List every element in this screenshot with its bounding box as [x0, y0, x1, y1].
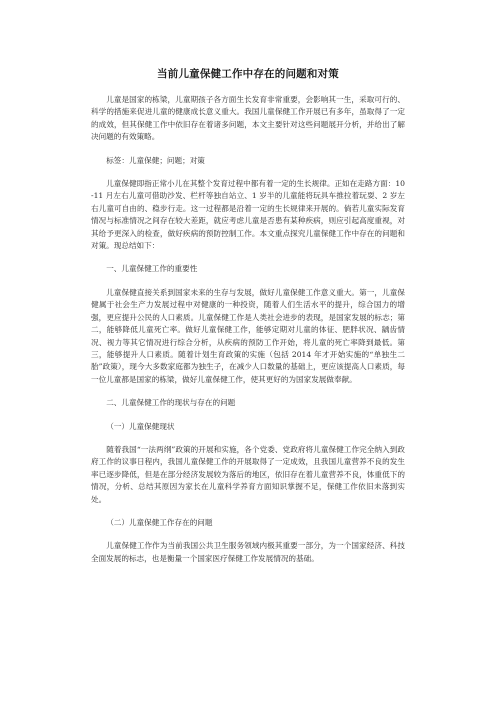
document-title: 当前儿童保健工作中存在的问题和对策: [157, 68, 339, 80]
subsection-2-heading: （二）儿童保健工作存在的问题: [106, 517, 213, 527]
subsection-1-heading: （一）儿童保健现状: [106, 421, 175, 431]
section-2-heading: 二、儿童保健工作的现状与存在的问题: [106, 398, 236, 408]
subsection-1-paragraph: 随着我国“一法两纲”政策的开展和实施，各个党委、党政府将儿童保健工作完全纳入到政府工作的议事日程内，我国儿童保健工作的开展取得了一定成效，且我国儿童营养不良的发生率已逐步降低，但是在部分经济发展较为落后的地区，依旧存在着儿童营养不良，体重低下的情况，分析、总结其原因为家长在儿童科学养育方面知识掌握不足，保健工作依旧未落到实处。: [91, 444, 405, 504]
intro-paragraph: 儿童保健即指正常小儿在其整个发育过程中都有着一定的生长规律。正如在走路方面：10-11 月左右儿童可借助沙发、栏杆等独自站立、1 岁半的儿童能将玩具车推拉着玩耍、2 岁左右儿童可自由的、稳步行走。这一过程都是沿着一定的生长规律来开展的。倘若儿童实际发育情况与标准情况之间存在较大差距，就应考虑儿童是否患有某种疾病，则应引起高度重视，对其给予更深入的检查，做好疾病的预防控制工作。本文重点探究儿童保健工作中存在的问题和对策。现总结如下：: [91, 179, 405, 251]
section-1-heading: 一、儿童保健工作的重要性: [106, 264, 198, 274]
section-1-paragraph: 儿童保健直接关系到国家未来的生存与发展，做好儿童保健工作意义重大。第一，儿童保健属于社会生产力发展过程中对健康的一种投资，随着人们生活水平的提升，综合国力的增强，更应提升公民的人口素质。儿童保健工作是人类社会进步的表现，是国家发展的标志；第二，能够降低儿童死亡率。做好儿童保健工作，能够定期对儿童的体征、肥胖状况、龋齿情况、视力等其它情况进行综合分析，从疾病的预防工作开始，将儿童的死亡率降到最低。第三，能够提升人口素质。随着计划生育政策的实施（包括 2014 年才开始实施的“单独生二胎”政策），现今大多数家庭都为独生子，在减少人口数量的基础上，更应该提高人口素质，每一位儿童都是国家的栋梁，做好儿童保健工作，使其更好的为国家发展做奉献。: [91, 287, 405, 384]
subsection-2-paragraph: 儿童保健工作作为当前我国公共卫生服务领域内极其重要一部分，为一个国家经济、科技全面发展的标志，也是衡量一个国家医疗保健工作发展情况的基础。: [91, 541, 405, 563]
document-page: [91, 66, 405, 565]
abstract-paragraph: 儿童是国家的栋梁，儿童期孩子各方面生长发育非常重要，会影响其一生，采取可行的、科学的措施来促进儿童的健康成长意义重大。我国儿童保健工作开展已有多年，虽取得了一定的成效，但其保健工作中依旧存在着诸多问题，本文主要针对这些问题展开分析，并给出了解决问题的有效策略。: [91, 95, 405, 142]
keywords-line: 标签：儿童保健；问题；对策: [106, 155, 205, 165]
